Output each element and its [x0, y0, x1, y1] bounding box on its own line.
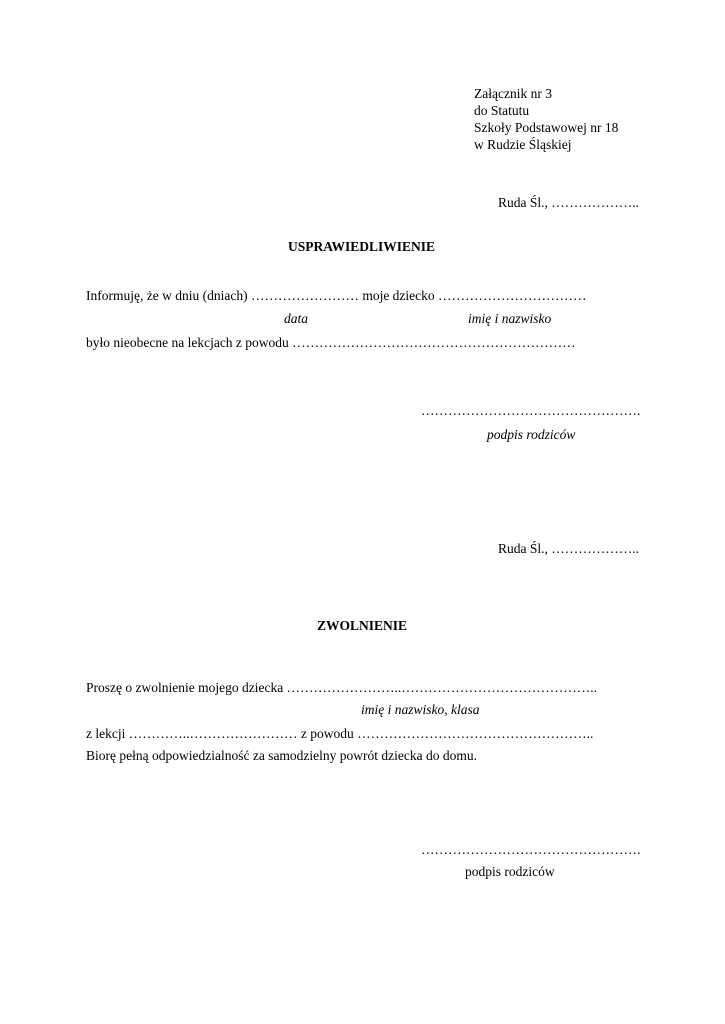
- annex-line-2: do Statutu: [474, 103, 530, 118]
- excuse-place-date: Ruda Śl., ………………..: [498, 195, 640, 210]
- release-line-2: z lekcji …………..…………………… z powodu ……………………………………………..: [86, 726, 594, 741]
- release-line-1: Proszę o zwolnienie mojego dziecka ……………………..……………………………………..: [86, 680, 598, 695]
- excuse-title: USPRAWIEDLIWIENIE: [288, 239, 436, 254]
- release-caption-name-class: imię i nazwisko, klasa: [361, 702, 480, 717]
- release-title: ZWOLNIENIE: [317, 618, 408, 633]
- release-line-3: Biorę pełną odpowiedzialność za samodzielny powrót dziecka do domu.: [86, 748, 478, 763]
- excuse-line-1: Informuję, że w dniu (dniach) …………………… moje dziecko ……………………………: [86, 288, 587, 303]
- excuse-signature-label: podpis rodziców: [487, 427, 576, 442]
- excuse-caption-date: data: [284, 311, 309, 326]
- release-signature-label: podpis rodziców: [465, 864, 555, 879]
- release-signature-dots: ………………………………………….: [421, 842, 641, 857]
- excuse-caption-name: imię i nazwisko: [468, 311, 552, 326]
- annex-line-4: w Rudzie Śląskiej: [474, 137, 572, 152]
- release-place-date: Ruda Śl., ………………..: [498, 541, 640, 556]
- excuse-line-2: było nieobecne na lekcjach z powodu ………………………………………………………: [86, 335, 576, 350]
- excuse-signature-dots: ………………………………………….: [421, 403, 641, 418]
- annex-header: [474, 85, 618, 153]
- annex-line-1: Załącznik nr 3: [474, 86, 552, 101]
- annex-line-3: Szkoły Podstawowej nr 18: [474, 120, 619, 135]
